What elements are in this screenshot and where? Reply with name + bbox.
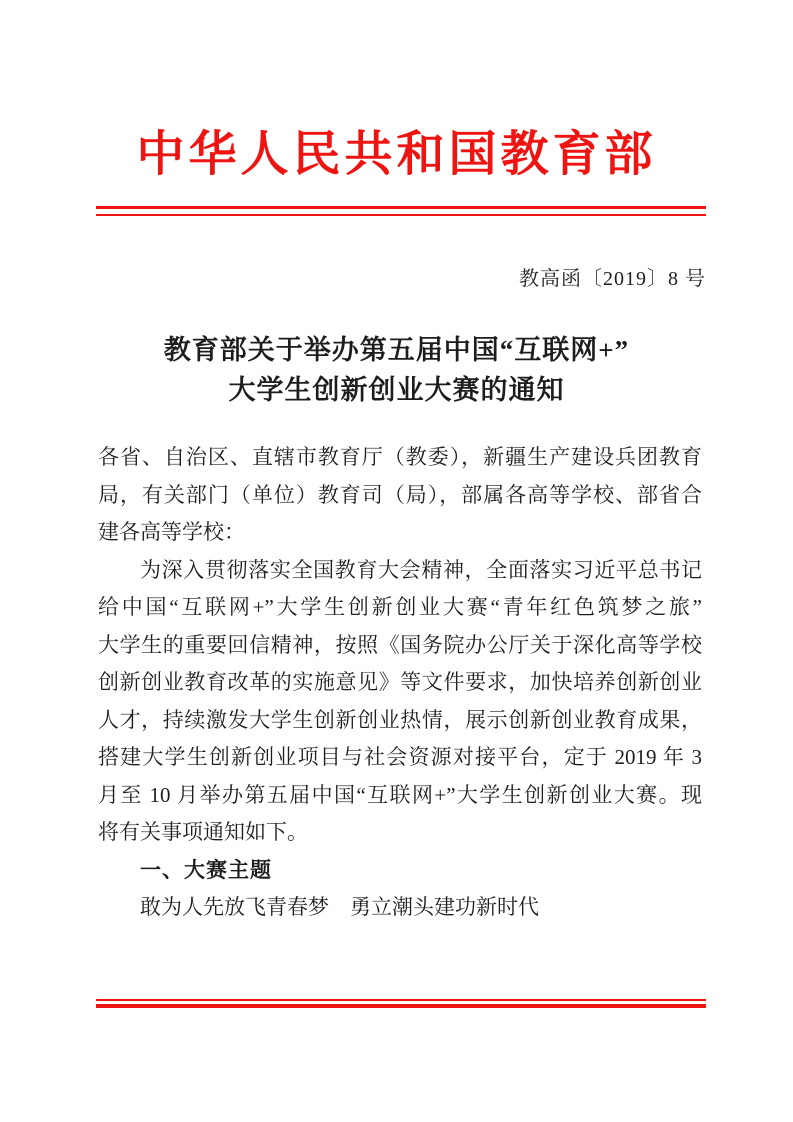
doc-number: 教高函〔2019〕8 号 [519, 268, 706, 290]
body-line: 月至 10 月举办第五届中国“互联网+”大学生创新创业大赛。现 [98, 782, 702, 807]
notice-body [98, 439, 702, 927]
notice-title [50, 330, 743, 410]
agency-header: 中华人民共和国教育部 [136, 128, 657, 181]
body-line: 为深入贯彻落实全国教育大会精神，全面落实习近平总书记 [140, 557, 702, 582]
notice-title-line1: 教育部关于举办第五届中国“互联网+” [163, 335, 630, 365]
body-line: 创新创业教育改革的实施意见》等文件要求，加快培养创新创业 [98, 670, 702, 694]
notice-title-line2: 大学生创新创业大赛的通知 [228, 375, 565, 405]
section-heading-1: 一、大赛主题 [140, 858, 272, 882]
header-red-rule [96, 206, 706, 216]
body-line: 搭建大学生创新创业项目与社会资源对接平台，定于 2019 年 3 [98, 745, 702, 769]
body-line: 人才，持续激发大学生创新创业热情，展示创新创业教育成果， [98, 707, 702, 732]
body-line: 给中国“互联网+”大学生创新创业大赛“青年红色筑梦之旅” [98, 595, 702, 619]
body-line: 大学生的重要回信精神，按照《国务院办公厅关于深化高等学校 [98, 632, 702, 657]
body-line: 局，有关部门（单位）教育司（局），部属各高等学校、部省合 [98, 482, 702, 507]
body-line: 建各高等学校： [98, 520, 245, 544]
footer-red-rule [96, 999, 706, 1008]
body-line: 敢为人先放飞青春梦 勇立潮头建功新时代 [140, 895, 539, 919]
body-line: 各省、自治区、直辖市教育厅（教委），新疆生产建设兵团教育 [98, 445, 702, 469]
body-line: 将有关事项通知如下。 [98, 820, 308, 844]
